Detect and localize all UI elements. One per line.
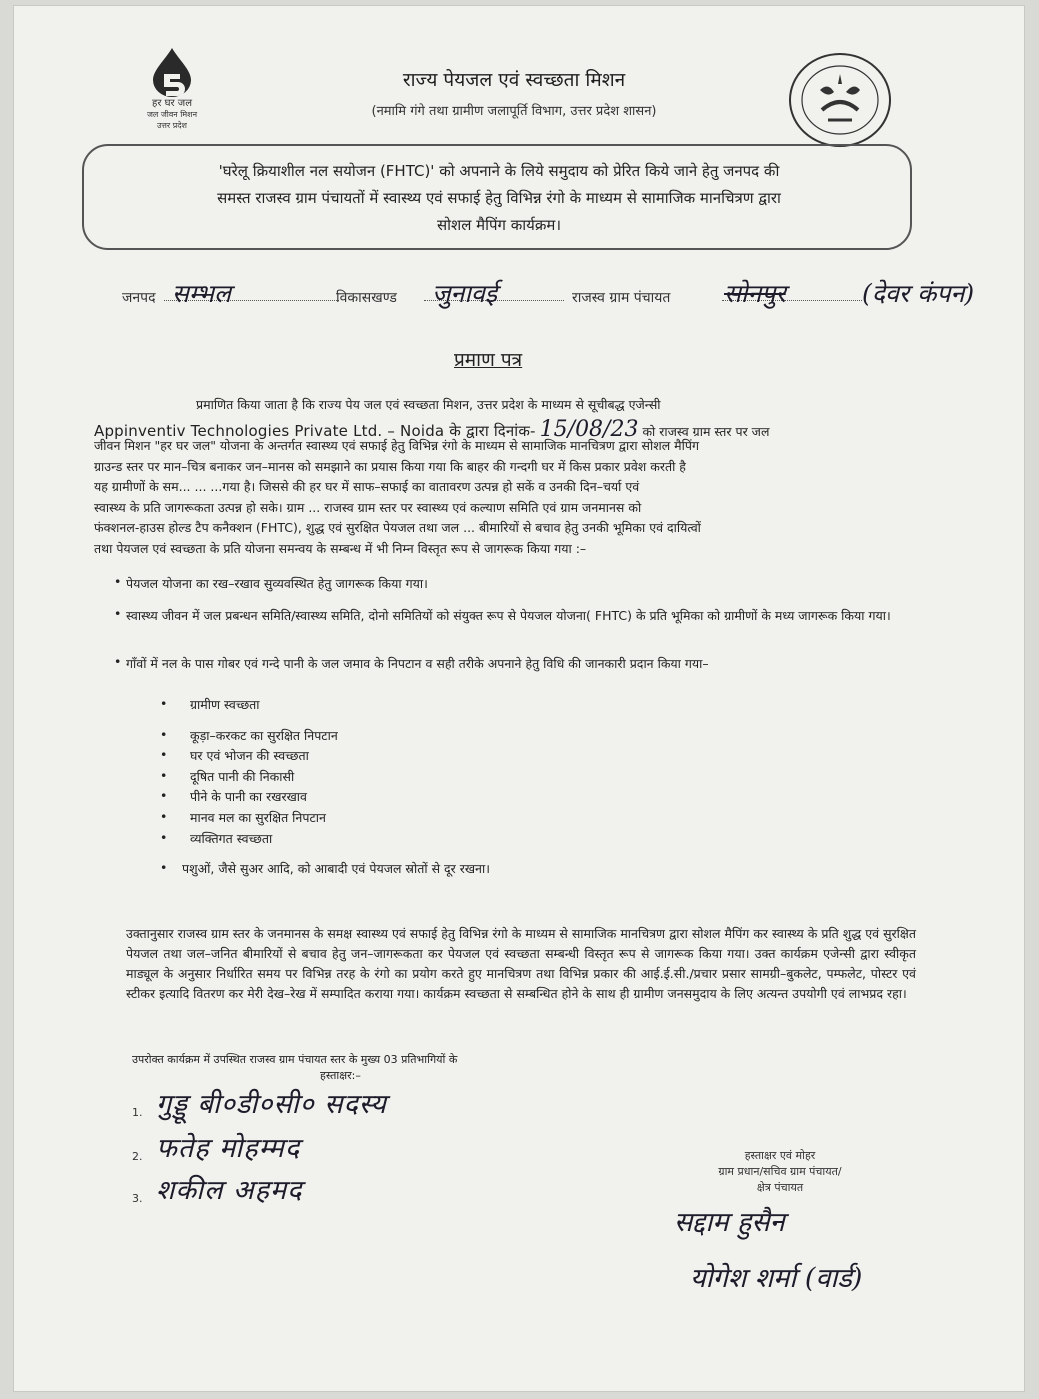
participant-signature-2 <box>132 1128 552 1168</box>
participant-signature: शकील अहमद <box>156 1175 303 1206</box>
list-item <box>160 860 660 881</box>
list-item-text: दूषित पानी की निकासी <box>190 768 295 784</box>
water-drop-icon <box>147 46 197 98</box>
list-item <box>160 696 660 717</box>
participant-signature-1 <box>132 1084 552 1124</box>
bullet-text: स्वास्थ्य जीवन में जल प्रबन्धन समिति/स्वास्थ्य समिति, दोनो समितियों को संयुक्त रूप से पेयजल योजना( FHTC) के प्रति भूमिका को ग्रामीणों के मध्य जागरूक किया गया। <box>126 608 891 623</box>
participants-intro: उपरोक्त कार्यक्रम में उपस्थित राजस्व ग्राम पंचायत स्तर के मुख्य 03 प्रतिभागियों के <box>132 1053 458 1066</box>
logo-line-1: हर घर जल <box>152 98 192 109</box>
certification-paragraph <box>94 396 934 560</box>
agency-name: Appinventiv Technologies Private Ltd. – Noida के द्वारा दिनांक- <box>94 421 536 440</box>
bullet-icon: • <box>114 654 122 669</box>
pradhan-signature: सद्दाम हुसैन <box>674 1207 785 1238</box>
participant-signature-3 <box>132 1170 552 1210</box>
seal-line-3: क्षेत्र पंचायत <box>756 1181 804 1194</box>
bullet-icon: • <box>160 767 168 783</box>
certificate-sheet <box>14 6 1024 1391</box>
seal-line-2: ग्राम प्रधान/सचिव ग्राम पंचायत/ <box>718 1165 842 1178</box>
bullet-icon: • <box>160 788 168 804</box>
bullet-icon: • <box>160 860 168 876</box>
list-item <box>160 768 660 789</box>
bullet-item <box>114 574 914 594</box>
para1-line4: ग्राउन्ड स्तर पर मान–चित्र बनाकर जन–मानस को समझाने का प्रयास किया गया कि बाहर की गन्दगी घर में किस प्रकार प्रवेश करती है <box>94 458 686 474</box>
para1-line3: जीवन मिशन "हर घर जल" योजना के अन्तर्गत स्वास्थ्य एवं सफाई हेतु विभिन्न रंगो के माध्यम से सामाजिक मानचित्रण द्वारा सोशल मैपिंग <box>94 438 700 453</box>
para1-line5: यह ग्रामीणों के सम... ... ...गया है। जिससे की हर घर में साफ–सफाई का वातावरण उत्पन्न हो सकें व उनकी दिन–चर्या एवं <box>94 479 640 494</box>
certificate-title: प्रमाण पत्र <box>454 349 523 371</box>
participant-signature: फतेह मोहम्मद <box>156 1133 301 1164</box>
signature-label: हस्ताक्षर:– <box>320 1069 361 1082</box>
list-item-text: ग्रामीण स्वच्छता <box>190 697 260 712</box>
bullet-icon: • <box>160 829 168 845</box>
block-value: जुनावई <box>432 279 498 308</box>
bullet-icon: • <box>160 747 168 763</box>
para1-line7: फंक्शनल-हाउस होल्ड टैप कनैक्शन (FHTC), शुद्ध एवं सुरक्षित पेयजल तथा जल ... बीमारियों से बचाव हेतु उनकी भूमिका एवं दायित्वों <box>94 520 701 535</box>
logo-line-3: उत्तर प्रदेश <box>157 121 187 130</box>
summary-paragraph: उक्तानुसार राजस्व ग्राम स्तर के जनमानस के समक्ष स्वास्थ्य एवं सफाई हेतु विभिन्न रंगो के माध्यम से सामाजिक मानचित्रण द्वारा सोशल मैपिंग कर स्वास्थ्य के प्रति शुद्ध एवं सुरक्षित पेयजल तथा जल–जनित बीमारियों से बचाव हेतु जन–जागरूकता कर पेयजल एवं स्वच्छता सम्बन्धी विस्तृत रूप से जागरूक किया गया। उक्त कार्यक्रम एजेन्सी द्वारा स्वीकृत माड्यूल के अनुसार निर्धारित समय पर विभिन्न तरह के रंगो का प्रयोग करते हुए मानचित्रण तथा विभिन्न प्रकार की आई.ई.सी./प्रचार प्रसार सामग्री–बुकलेट, पम्फलेट, पोस्टर एवं स्टीकर इत्यादि वितरण कर मेरी देख–रेख में सम्पादित कराया गया। कार्यक्रम स्वच्छता से सम्बन्धित होने के साथ ही ग्रामीण जनसमुदाय के लिए अत्यन्त उपयोगी एवं लाभप्रद रहा। <box>126 926 916 1001</box>
participant-number: 2. <box>132 1150 143 1163</box>
seal-label <box>700 1148 860 1196</box>
list-item-text: व्यक्तिगत स्वच्छता <box>190 830 273 846</box>
para1-line2 <box>94 416 934 442</box>
box-line-2: समस्त राजस्व ग्राम पंचायतों में स्वास्थ्य एवं सफाई हेतु विभिन्न रंगो के माध्यम से सामाजिक मानचित्रण द्वारा <box>217 189 781 207</box>
para1-line6: स्वास्थ्य के प्रति जागरूकता उत्पन्न हो सके। ग्राम ... राजस्व ग्राम स्तर पर स्वास्थ्य एवं कल्याण समिति एवं ग्राम जनमानस को <box>94 499 642 515</box>
gram-panchayat-label: राजस्व ग्राम पंचायत <box>572 290 671 306</box>
up-government-emblem <box>782 50 898 150</box>
seal-line-1: हस्ताक्षर एवं मोहर <box>744 1149 816 1162</box>
list-item <box>160 788 660 809</box>
program-title-box <box>82 144 912 250</box>
program-date: 15/08/23 <box>539 416 639 442</box>
ward-member-signature: योगेश शर्मा (वार्ड) <box>690 1263 863 1294</box>
district-label: जनपद <box>122 290 156 306</box>
district-value: सम्भल <box>172 279 231 308</box>
bullet-icon: • <box>114 606 122 621</box>
mission-subtitle: (नमामि गंगे तथा ग्रामीण जलापूर्ति विभाग, उत्तर प्रदेश शासन) <box>371 104 657 119</box>
logo-line-2: जल जीवन मिशन <box>146 110 198 119</box>
box-line-3: सोशल मैपिंग कार्यक्रम। <box>436 216 562 234</box>
location-row <box>114 276 1034 326</box>
participant-number: 1. <box>132 1106 143 1119</box>
participant-signature: गुड्डू बी०डी०सी० सदस्य <box>156 1089 387 1120</box>
participant-number: 3. <box>132 1192 143 1205</box>
har-ghar-jal-logo <box>122 46 222 141</box>
bullet-text: गाँवों में नल के पास गोबर एवं गन्दे पानी के जल जमाव के निपटान व सही तरीके अपनाने हेतु विधि की जानकारी प्रदान किया गया– <box>126 656 709 671</box>
bullet-icon: • <box>160 808 168 824</box>
list-item <box>160 747 660 768</box>
block-label: विकासखण्ड <box>336 290 397 306</box>
list-item-text: पीने के पानी का रखरखाव <box>190 789 307 805</box>
bullet-icon: • <box>114 574 122 589</box>
bullet-item <box>114 606 914 626</box>
bullet-icon: • <box>160 696 168 711</box>
para1-line2-rest: को राजस्व ग्राम स्तर पर जल <box>642 423 770 439</box>
mission-title: राज्य पेयजल एवं स्वच्छता मिशन <box>402 69 626 91</box>
list-item <box>160 727 660 748</box>
para1-line1: प्रमाणित किया जाता है कि राज्य पेय जल एवं स्वच्छता मिशन, उत्तर प्रदेश के माध्यम से सूचीबद्ध एजेन्सी <box>196 397 661 412</box>
gram-panchayat-struck-value: सोनपुर <box>724 279 786 308</box>
para1-line8: तथा पेयजल एवं स्वच्छता के प्रति योजना समन्वय के सम्बन्ध में भी निम्न विस्तृत रूप से जागरूक किया गया :– <box>94 540 587 556</box>
gram-panchayat-value: (देवर कंपन) <box>862 279 975 308</box>
list-item <box>160 830 660 851</box>
bullet-text: पेयजल योजना का रख–रखाव सुव्यवस्थित हेतु जागरूक किया गया। <box>126 576 428 591</box>
list-item-text: कूड़ा–करकट का सुरक्षित निपटान <box>190 727 338 743</box>
box-line-1: 'घरेलू क्रियाशील नल सयोजन (FHTC)' को अपनाने के लिये समुदाय को प्रेरित किये जाने हेतु जनपद की <box>218 162 780 180</box>
list-item-text: पशुओं, जैसे सुअर आदि, को आबादी एवं पेयजल स्रोतों से दूर रखना। <box>182 861 490 877</box>
list-item-text: घर एवं भोजन की स्वच्छता <box>190 748 309 764</box>
list-item-text: मानव मल का सुरक्षित निपटान <box>190 809 326 825</box>
bullet-icon: • <box>160 726 168 742</box>
bullet-item <box>114 654 914 674</box>
list-item <box>160 809 660 830</box>
sanitation-topic-list <box>160 696 660 881</box>
